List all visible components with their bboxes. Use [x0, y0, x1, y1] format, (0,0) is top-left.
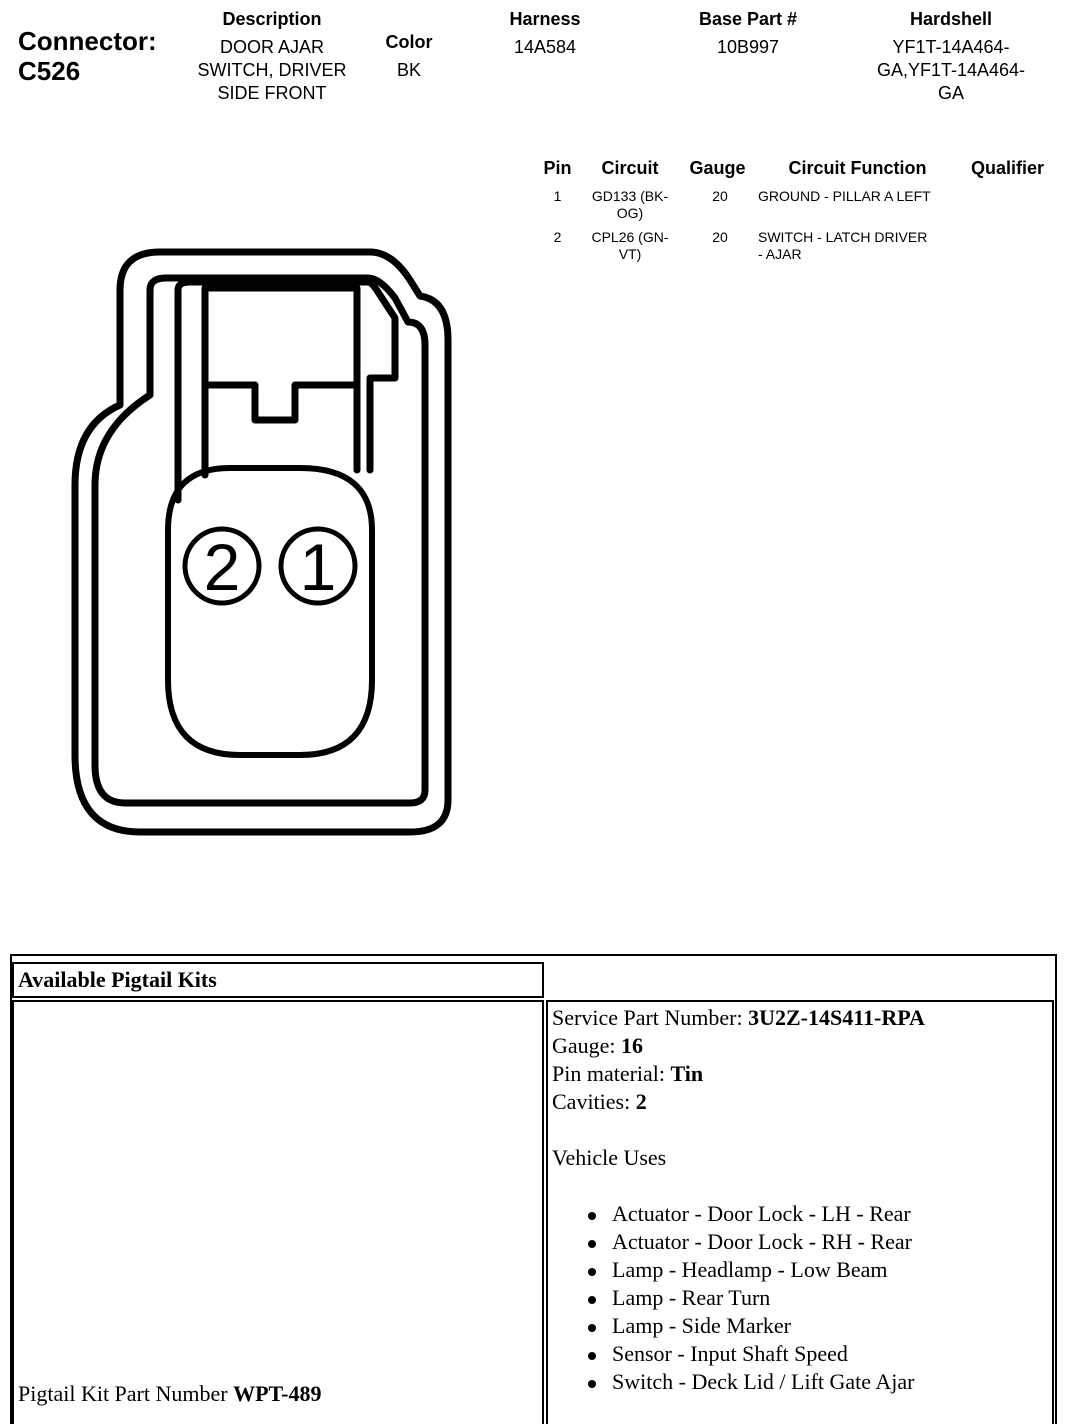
- connector-inner-shell: [95, 278, 425, 803]
- gauge-label: Gauge:: [552, 1033, 622, 1058]
- hardshell-column: [856, 9, 1046, 105]
- pin-body: [168, 468, 372, 755]
- gauge-spec-value: 16: [621, 1033, 644, 1058]
- hardshell-value: [856, 36, 1046, 105]
- pigtail-kit-part-value: WPT-489: [233, 1381, 322, 1406]
- gauge-value: 20: [712, 229, 728, 245]
- pin-col-header: Pin: [543, 158, 572, 178]
- connector-label: [18, 26, 157, 86]
- description-value: [172, 36, 372, 105]
- hardshell-line: GA,YF1T-14A464-: [876, 60, 1026, 80]
- pin-material-value: Tin: [670, 1061, 704, 1086]
- connector-id: C526: [18, 56, 81, 86]
- cavities-row: [552, 1088, 1048, 1116]
- description-line: SWITCH, DRIVER: [197, 60, 347, 80]
- circuit-line: VT): [618, 246, 642, 262]
- color-value: BK: [396, 60, 421, 80]
- list-item: Lamp - Side Marker: [612, 1312, 1048, 1340]
- gauge-col-header: Gauge: [689, 158, 746, 178]
- list-item: Lamp - Rear Turn: [612, 1284, 1048, 1312]
- circuit-value: [585, 229, 675, 263]
- pigtail-kit-part: [18, 1380, 322, 1408]
- pigtail-right-cell: [546, 1000, 1054, 1424]
- description-line: DOOR AJAR: [219, 37, 325, 57]
- color-column: [369, 32, 449, 82]
- cavities-value: 2: [635, 1089, 647, 1114]
- pin-material-row: [552, 1060, 1048, 1088]
- table-row: [530, 229, 1060, 267]
- harness-column: [485, 9, 605, 59]
- hardshell-title: Hardshell: [909, 9, 993, 29]
- vehicle-uses-list: [552, 1200, 1048, 1396]
- vehicle-uses-label: Vehicle Uses: [552, 1145, 667, 1170]
- circuit-col-header: Circuit: [601, 158, 659, 178]
- qualifier-col-header: Qualifier: [970, 158, 1045, 178]
- list-item: Actuator - Door Lock - RH - Rear: [612, 1228, 1048, 1256]
- cavities-label: Cavities:: [552, 1089, 636, 1114]
- pin-material-label: Pin material:: [552, 1061, 671, 1086]
- service-part-value: 3U2Z-14S411-RPA: [748, 1005, 925, 1030]
- list-item: Lamp - Headlamp - Low Beam: [612, 1256, 1048, 1284]
- function-value: [758, 229, 968, 263]
- pigtail-left-cell: [12, 1000, 544, 1424]
- list-item: Switch - Deck Lid / Lift Gate Ajar: [612, 1368, 1048, 1396]
- pigtail-heading-cell: [12, 962, 544, 998]
- function-line: - AJAR: [758, 246, 802, 262]
- connector-face-diagram: [60, 240, 460, 840]
- list-item: Actuator - Door Lock - LH - Rear: [612, 1200, 1048, 1228]
- gauge-value: 20: [712, 188, 728, 204]
- function-line: SWITCH - LATCH DRIVER: [758, 229, 928, 245]
- hardshell-line: GA: [937, 83, 964, 103]
- circuit-line: CPL26 (GN-: [591, 229, 669, 245]
- function-col-header: Circuit Function: [788, 158, 927, 178]
- color-title: Color: [385, 32, 433, 52]
- base-part-column: [678, 9, 818, 59]
- gauge-row: [552, 1032, 1048, 1060]
- connector-label-line1: Connector:: [18, 26, 157, 56]
- hardshell-line: YF1T-14A464-: [892, 37, 1010, 57]
- pigtail-heading: Available Pigtail Kits: [18, 967, 217, 992]
- service-part-label: Service Part Number:: [552, 1005, 749, 1030]
- base-part-value: 10B997: [716, 37, 780, 57]
- pin-number: 1: [553, 188, 562, 204]
- circuit-value: [585, 188, 675, 222]
- base-part-title: Base Part #: [698, 9, 798, 29]
- pin-table: [530, 158, 1060, 268]
- harness-title: Harness: [509, 9, 581, 29]
- description-line: SIDE FRONT: [217, 83, 327, 103]
- table-row: [530, 188, 1060, 226]
- pin-label-1: 1: [299, 530, 337, 604]
- circuit-line: GD133 (BK-: [591, 188, 669, 204]
- harness-value: 14A584: [513, 37, 577, 57]
- function-line: GROUND - PILLAR A LEFT: [758, 188, 931, 204]
- pigtail-kit-part-label: Pigtail Kit Part Number: [18, 1381, 234, 1406]
- latch-bar: [205, 385, 357, 420]
- description-column: [172, 9, 372, 105]
- description-title: Description: [222, 9, 322, 29]
- circuit-line: OG): [616, 205, 644, 221]
- service-part-row: [552, 1004, 1048, 1032]
- function-value: [758, 188, 968, 205]
- list-item: Sensor - Input Shaft Speed: [612, 1340, 1048, 1368]
- pin-label-2: 2: [203, 530, 241, 604]
- pin-number: 2: [553, 229, 562, 245]
